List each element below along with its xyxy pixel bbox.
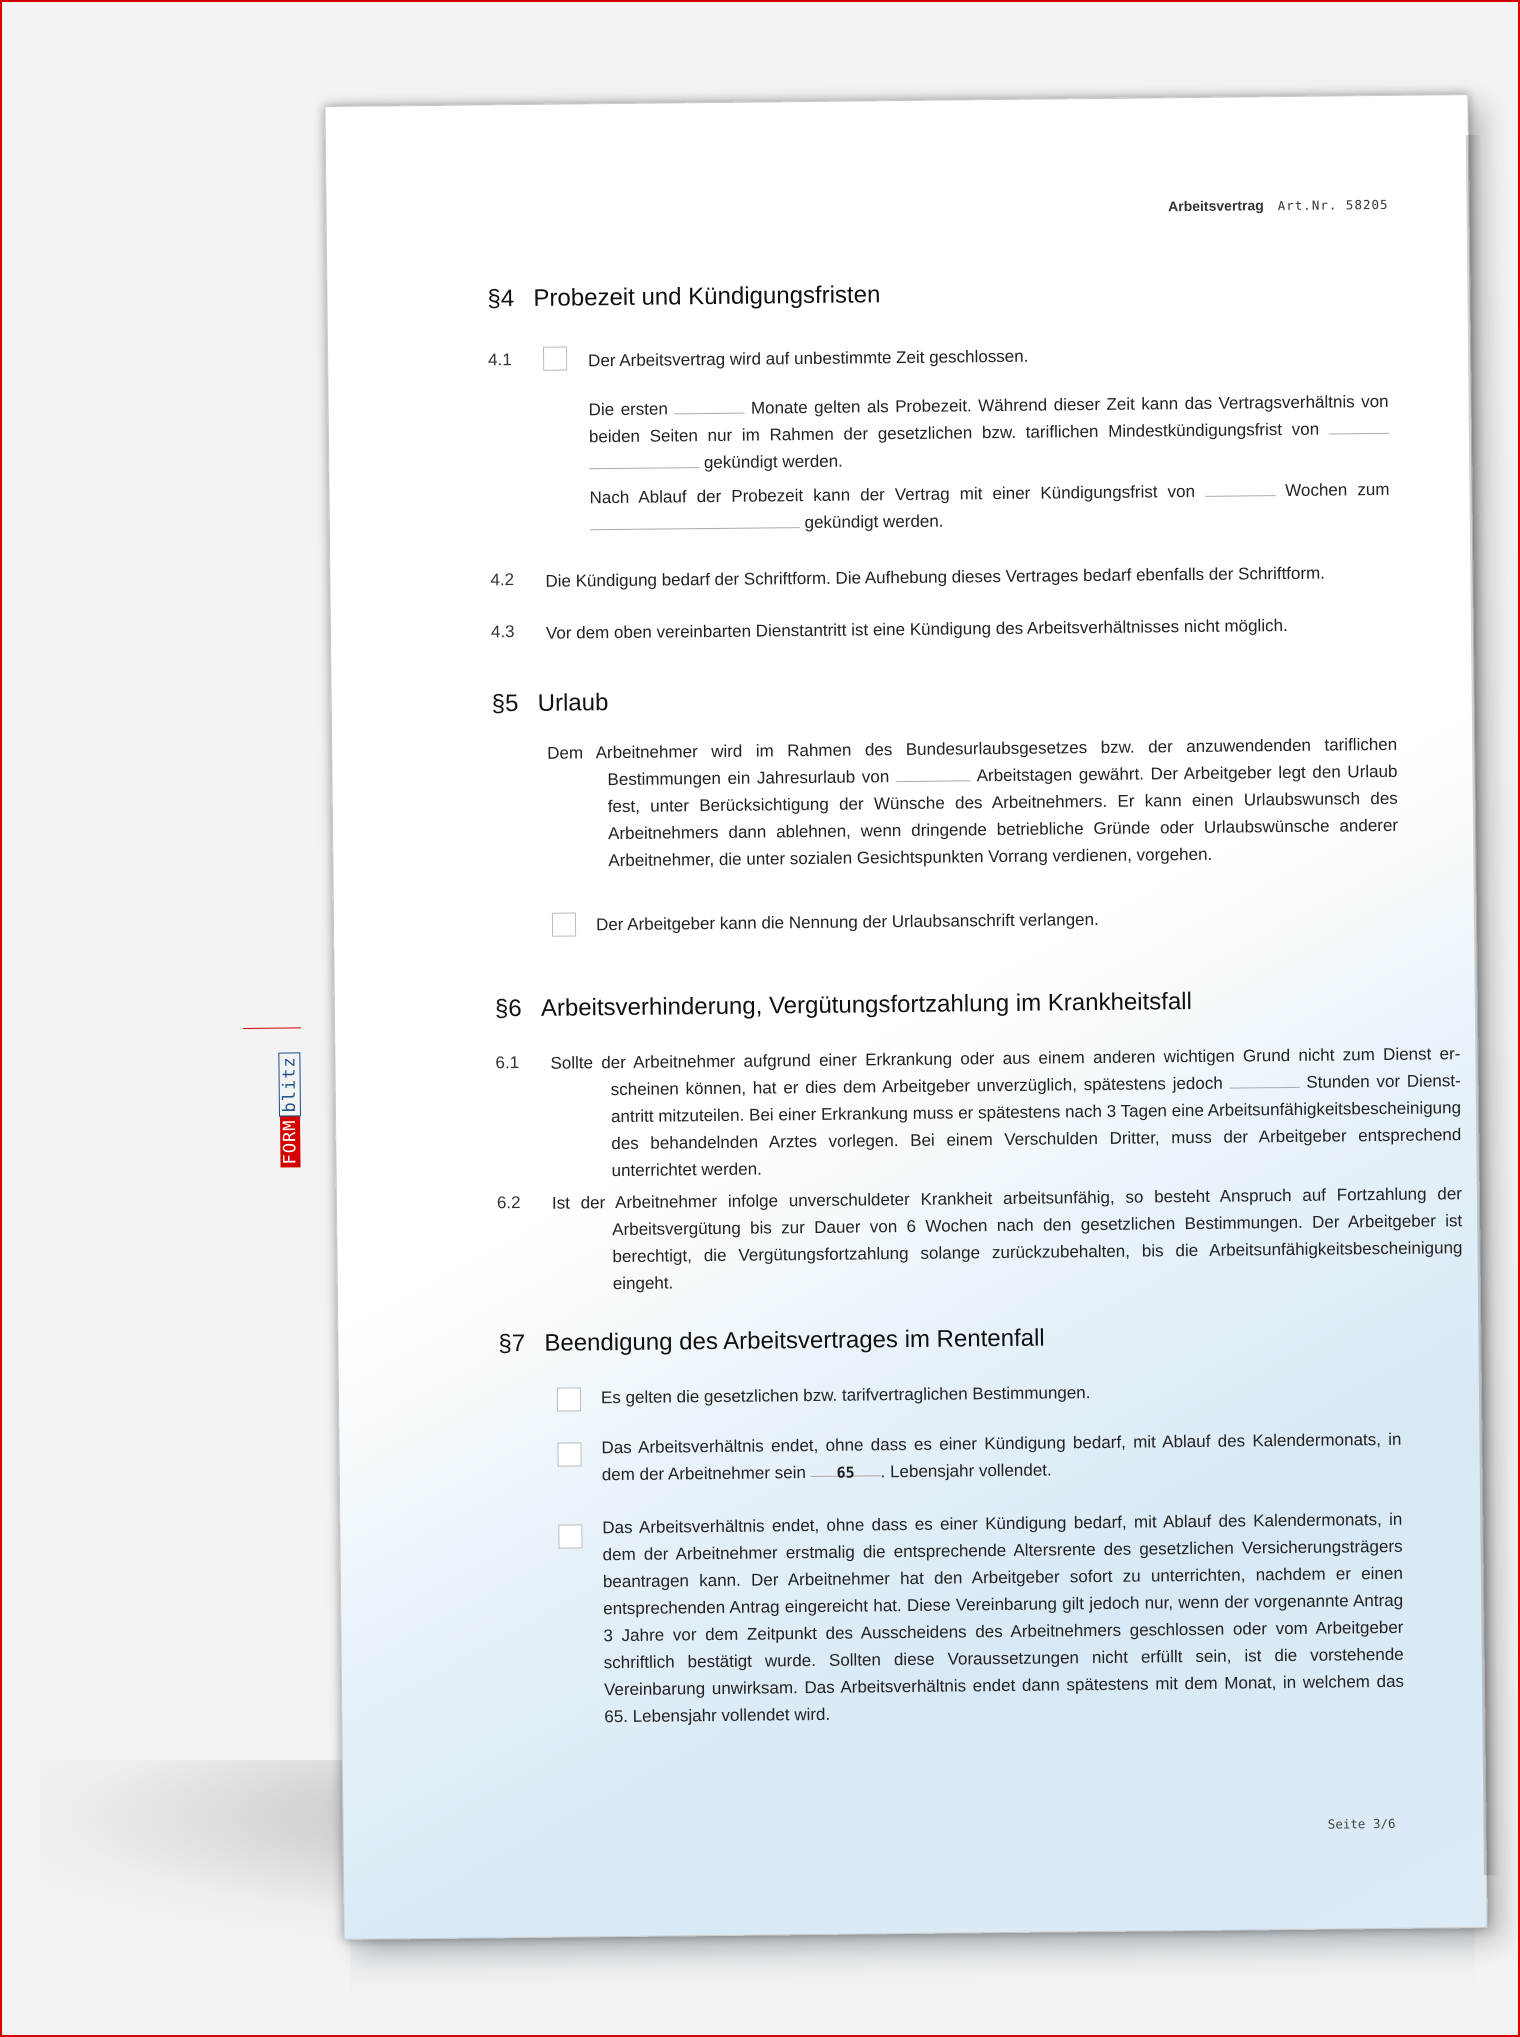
section-title: Arbeitsverhinderung, Vergütungsfortzahlung im Krankheitsfall (540, 988, 1193, 1022)
text-fragment: Die ersten (588, 399, 668, 420)
notice-period-field[interactable] (1329, 417, 1389, 435)
logo-part-blitz: blitz (278, 1052, 301, 1116)
section-title: Probezeit und Kündigungsfristen (533, 281, 881, 312)
vacation-address-option: Der Arbeitgeber kann die Nennung der Urlaubsanschrift verlangen. (595, 909, 1099, 935)
vacation-days-field[interactable] (896, 764, 971, 782)
section-number: §7 (498, 1330, 526, 1358)
clause-number: 4.2 (490, 570, 515, 590)
clause-number: 6.2 (496, 1193, 521, 1213)
retirement-option-3: Das Arbeitsverhältnis endet, ohne dass es einer Kündigung bedarf, mit Ablauf des Kalendermonats, in dem der Arbeitnehmer erstmalig die entsprechende Altersrente des gesetzlichen Versicherungsträgers beantragen kann. Der Arbeitnehmer hat den Arbeitgeber sofort zu unterrichten, nachdem er einen entsprechenden Antrag eingereicht hat. Diese Vereinbarung gilt jedoch nur, wenn der vorgenannte Antrag 3 Jahre vor dem Zeitpunkt des Ausscheidens des Arbeitnehmers geschlossen oder vom Arbeitgeber schriftlich bestätigt wurde. Sollten diese Voraussetzungen nicht erfüllt sein, ist die vorstehende Vereinbarung unwirksam. Das Arbeitsverhältnis endet dann spätestens mit dem Monat, in welchem das 65. Lebensjahr vollendet wird. (602, 1509, 1405, 1727)
text-fragment: Arbeitstagen gewährt. Der Arbeitgeber legt den Urlaub fest, unter Berücksichtigung der Wünsche des Arbeitnehmers. Er kann einen Urlaubswunsch des Arbeitnehmers dann ablehnen, wenn dringende betriebliche Gründe oder Urlaubswünsche anderer Arbeitnehmer, die unter sozialen Gesichtspunkten Vorrang verdienen, vorgehen. (607, 761, 1399, 871)
checkbox-pension-application[interactable] (558, 1524, 582, 1548)
section-5-text (547, 731, 1398, 875)
checkbox-4-1[interactable] (543, 347, 567, 371)
checkbox-retirement-age[interactable] (557, 1442, 581, 1466)
notice-hours-field[interactable] (1229, 1071, 1299, 1089)
header-doc-title: Arbeitsvertrag (1168, 197, 1264, 215)
section-6-heading (495, 988, 1192, 1023)
clause-number: 6.1 (495, 1053, 520, 1073)
notice-period-field-2[interactable] (589, 451, 699, 469)
formblitz-logo (279, 1027, 302, 1167)
text-fragment: Monate gelten als Probezeit. Während dieser Zeit kann das Vertragsverhältnis von beiden Seiten nur im Rahmen der gesetzlichen bzw. tariflichen Mindestkündigungsfrist von (588, 391, 1389, 447)
text-fragment: Wochen zum (1285, 479, 1390, 500)
section-7-heading (498, 1325, 1045, 1359)
logo-part-form: FORM (280, 1116, 301, 1167)
text-fragment: Nach Ablauf der Probezeit kann der Vertrag mit einer Kündigungsfrist von (589, 481, 1196, 508)
checkbox-vacation-address[interactable] (552, 912, 576, 936)
text-fragment: Stunden vor Dienstantritt mitzuteilen. Bei einer Erkrankung muss er spätestens nach 3 Tagen eine Arbeitsunfähigkeitsbescheinigung des behandelnden Arztes vorlegen. Bei einem Verschulden Dritter, muss der Arbeitgeber entsprechend unterrichtet werden. (610, 1071, 1462, 1181)
retirement-age-field[interactable]: 65 (810, 1459, 880, 1477)
clause-4-2-text: Die Kündigung bedarf der Schriftform. Die Aufhebung dieses Vertrages bedarf ebenfalls der Schriftform. (545, 563, 1326, 591)
clause-4-1-text: Der Arbeitsvertrag wird auf unbestimmte Zeit geschlossen. (588, 346, 1029, 371)
page-edge-shadow (1466, 135, 1500, 1875)
checkbox-statutory-rules[interactable] (557, 1387, 581, 1411)
retirement-option-2 (601, 1426, 1402, 1488)
page-header (1168, 196, 1389, 214)
clause-4-1-probation (588, 388, 1389, 477)
section-4-heading (487, 281, 880, 313)
clause-4-1-after-probation (589, 476, 1390, 538)
text-fragment: gekündigt werden. (804, 511, 944, 533)
clause-6-2-text: Ist der Arbeitnehmer infolge unverschuldeter Krankheit arbeitsunfähig, so besteht Anspruch auf Fortzahlung der Arbeitsvergütung bis zur Dauer von 6 Wochen nach den gesetzlichen Bestimmungen. Der Arbeitgeber ist berechtigt, die Vergütungsfortzahlung solange zurückzubehalten, bis die Arbeitsunfähigkeitsbescheinigung eingeht. (551, 1184, 1463, 1294)
text-fragment: Das Arbeitsverhältnis endet, ohne dass es einer Kündigung bedarf, mit Ablauf des Kalendermonats, in dem der Arbeitnehmer sein (601, 1429, 1402, 1485)
notice-date-field[interactable] (590, 511, 800, 530)
clause-6-1-text (550, 1040, 1461, 1185)
section-number: §6 (494, 995, 522, 1023)
notice-weeks-field[interactable] (1205, 479, 1275, 497)
logo-wordmark (279, 1052, 300, 1167)
section-5-heading (492, 689, 609, 718)
retirement-option-1: Es gelten die gesetzlichen bzw. tarifvertraglichen Bestimmungen. (600, 1383, 1091, 1408)
clause-4-3-text: Vor dem oben vereinbarten Dienstantritt ist eine Kündigung des Arbeitsverhältnisses nicht möglich. (545, 615, 1288, 643)
text-fragment: . Lebensjahr vollendet. (880, 1460, 1052, 1482)
section-title: Beendigung des Arbeitsvertrages im Rentenfall (544, 1324, 1045, 1357)
clause-number: 4.3 (490, 622, 515, 642)
logo-rule (243, 1027, 301, 1029)
text-fragment: Dem Arbeitnehmer wird im Rahmen des Bundesurlaubsgesetzes bzw. der anzuwendenden tariflichen Bestimmungen ein Jahresurlaub von (547, 734, 1398, 790)
section-number: §4 (487, 285, 515, 313)
page-number: Seite 3/6 (1327, 1815, 1396, 1832)
section-title: Urlaub (537, 689, 609, 717)
header-article-number: Art.Nr. 58205 (1277, 196, 1389, 214)
clause-number: 4.1 (487, 350, 512, 370)
probation-months-field[interactable] (674, 397, 744, 415)
document-page (279, 94, 1487, 1940)
section-number: §5 (491, 690, 519, 718)
text-fragment: gekündigt werden. (703, 451, 843, 473)
text-fragment: Sollte der Arbeitnehmer aufgrund einer Erkrankung oder aus einem anderen wichtigen Grund nicht zum Dienst erscheinen können, hat er dies dem Arbeitgeber unverzüglich, spätestens jedoch (550, 1044, 1461, 1100)
